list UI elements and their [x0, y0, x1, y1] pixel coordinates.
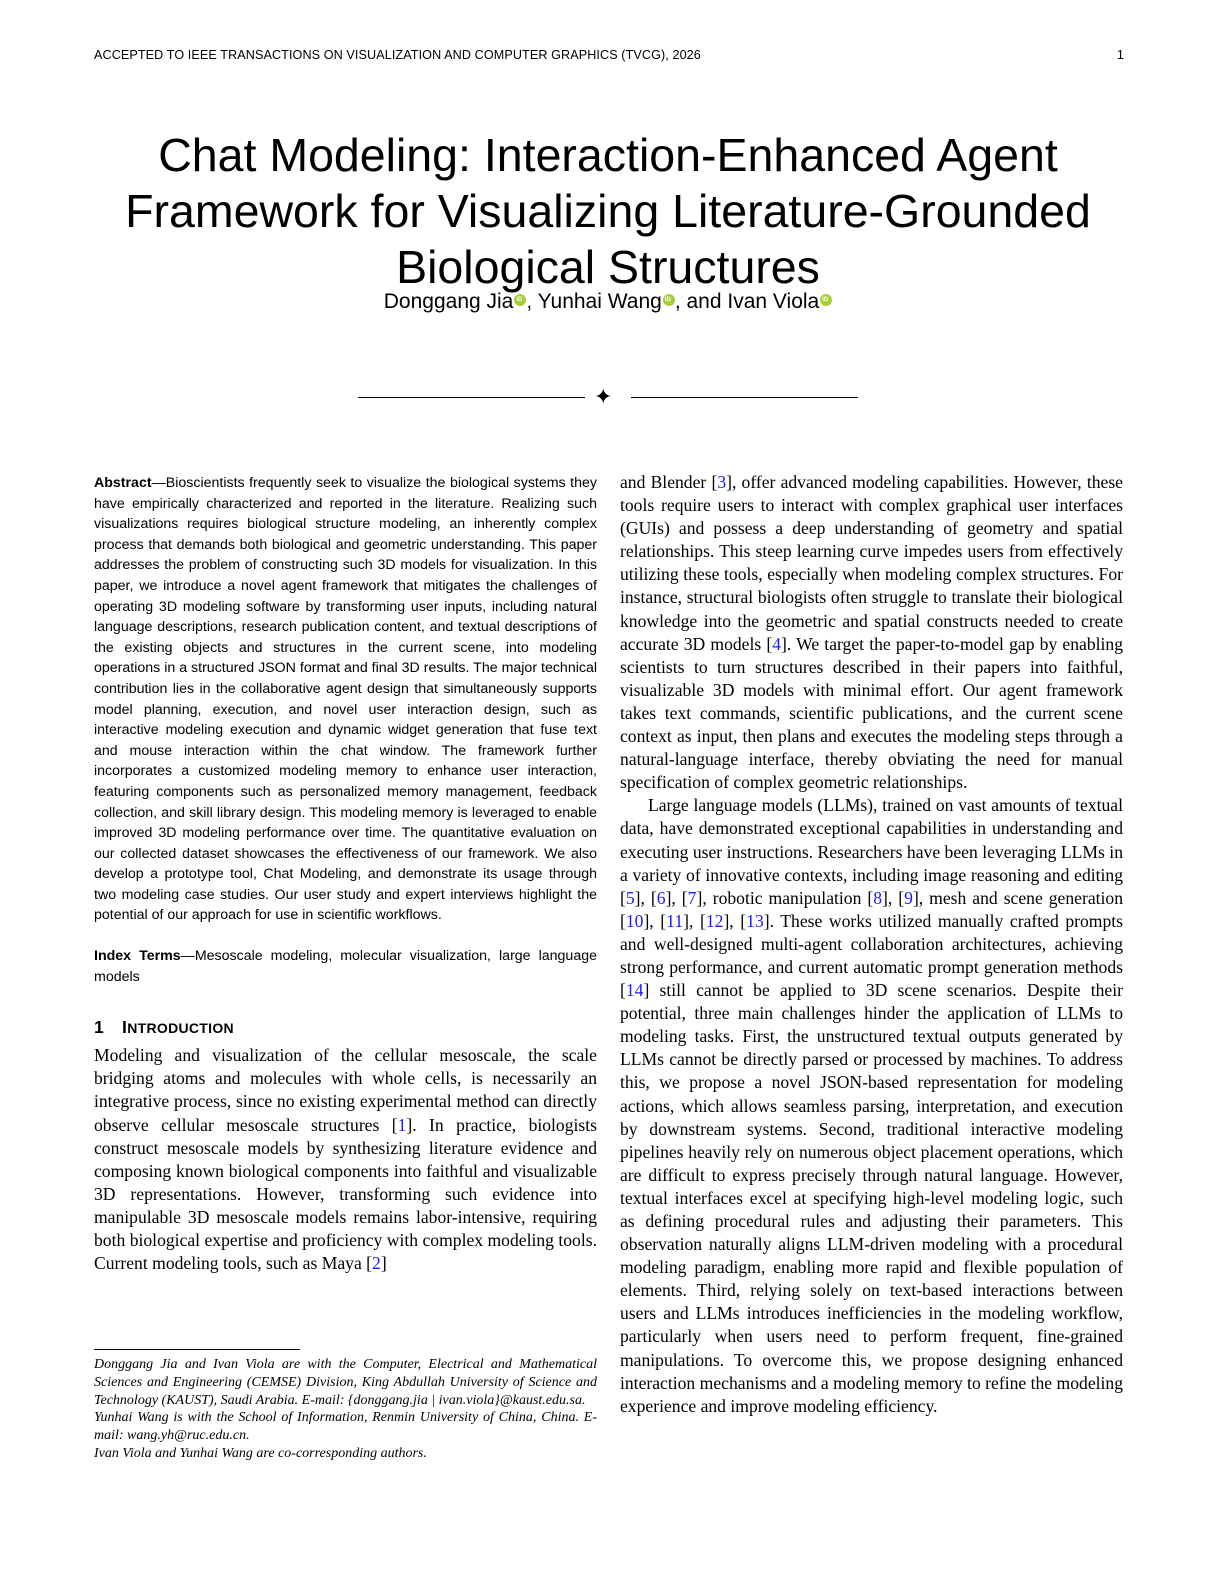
- author-footnotes: [94, 1356, 597, 1463]
- orcid-icon[interactable]: [663, 294, 675, 306]
- divider-line-left: [358, 397, 585, 398]
- section-title-rest: NTRODUCTION: [127, 1020, 234, 1037]
- paragraph-text: Modeling and visualization of the cellular mesoscale, the scale bridging atoms and molecules with whole cells, is necessarily an integrative process, since no existing experimental method can directly observe cellular mesoscale structures [: [94, 1045, 597, 1135]
- title-line-3: Biological Structures: [396, 241, 820, 294]
- citation-link[interactable]: 6: [656, 887, 666, 908]
- citation-separator: ], [: [683, 910, 706, 931]
- author-list: [60, 290, 1156, 314]
- orcid-icon[interactable]: [820, 294, 832, 306]
- citation-link[interactable]: 14: [625, 980, 644, 1001]
- index-terms: [94, 946, 597, 987]
- abstract-label: Abstract: [94, 475, 152, 491]
- left-column: [94, 473, 597, 1293]
- citation-link[interactable]: 1: [397, 1114, 407, 1135]
- abstract: [94, 473, 597, 926]
- footnote-affiliation: Donggang Jia and Ivan Viola are with the Computer, Electrical and Mathematical Sciences and Engineering (CEMSE) Division, King Abdullah University of Science and Technology (KAUST), Saudi Arabia. E-mail: {donggang.jia | ivan.viola}@kaust.edu.sa.: [94, 1357, 597, 1408]
- citation-link[interactable]: 10: [625, 910, 644, 931]
- paragraph-text: ]. We target the paper-to-model gap by enabling scientists to turn structures described in their papers into faithful, visualizable 3D models with minimal effort. Our agent framework takes text commands, scientific publications, and the current scene context as input, then plans and executes the modeling steps through a natural-language interface, thereby obviating the need for manual specification of complex geometric relationships.: [620, 633, 1123, 793]
- title-line-1: Chat Modeling: Interaction-Enhanced Agent: [158, 129, 1058, 182]
- citation-link[interactable]: 8: [873, 887, 883, 908]
- author-name: Ivan Viola: [727, 290, 820, 313]
- body-paragraph: [620, 794, 1123, 1418]
- page-number: 1: [1116, 48, 1124, 62]
- citation-link[interactable]: 12: [705, 910, 724, 931]
- footnote-affiliation: Yunhai Wang is with the School of Information, Renmin University of China, China. E-mail: wang.yh@ruc.edu.cn.: [94, 1410, 597, 1444]
- paragraph-text: ]. These works utilized manually crafted prompts and well-designed multi-agent collaboration architectures, achieving strong performance, and current automatic prompt generation methods [: [620, 910, 1124, 1001]
- body-paragraph: [620, 471, 1123, 794]
- journal-running-title: ACCEPTED TO IEEE TRANSACTIONS ON VISUALIZATION AND COMPUTER GRAPHICS (TVCG), 2026: [94, 48, 701, 62]
- index-terms-label: Index Terms: [94, 948, 181, 965]
- citation-link[interactable]: 5: [625, 887, 635, 908]
- author-name: Donggang Jia: [383, 290, 514, 313]
- citation-link[interactable]: 2: [372, 1253, 381, 1274]
- orcid-icon[interactable]: [514, 294, 526, 306]
- citation-link[interactable]: 7: [687, 887, 697, 908]
- divider-star-icon: ✦: [594, 384, 613, 409]
- citation-separator: ], [: [643, 910, 667, 931]
- section-number: 1: [94, 1017, 105, 1038]
- paper-title: [60, 127, 1156, 295]
- citation-separator: ], [: [882, 887, 905, 908]
- citation-link[interactable]: 9: [904, 887, 913, 908]
- paragraph-text: ]: [380, 1253, 387, 1274]
- paragraph-text: and Blender [: [620, 472, 718, 492]
- author-separator: , and: [674, 290, 728, 313]
- intro-paragraph: [94, 1044, 597, 1275]
- citation-link[interactable]: 4: [772, 633, 782, 654]
- paragraph-text: Large language models (LLMs), trained on vast amounts of textual data, have demonstrated exceptional capabilities in understanding and executing user instructions. Researchers have been leveraging LLMs in a variety of innovative contexts, including image reasoning and editing [: [620, 795, 1123, 908]
- running-header: [94, 48, 1124, 62]
- author-separator: ,: [526, 290, 538, 313]
- paragraph-text: ], mesh and scene generation [: [620, 887, 1124, 931]
- citation-separator: ], [: [723, 910, 747, 931]
- index-terms-text: —Mesoscale modeling, molecular visualization, large language models: [94, 948, 597, 985]
- title-divider: [358, 384, 858, 409]
- citation-link[interactable]: 13: [746, 910, 764, 931]
- paragraph-text: ]. In practice, biologists construct mesoscale models by synthesizing literature evidence and composing known biological components into faithful and visualizable 3D representations. However, transforming such evidence into manipulable 3D mesoscale models remains labor-intensive, requiring both biological expertise and proficiency with complex modeling tools. Current modeling tools, such as Maya [: [94, 1114, 598, 1274]
- section-heading: [94, 1017, 597, 1038]
- citation-link[interactable]: 3: [717, 472, 727, 492]
- author-name: Yunhai Wang: [537, 290, 662, 313]
- paragraph-text: ], offer advanced modeling capabilities. However, these tools require users to interact with complex graphical user interfaces (GUIs) and possess a deep understanding of geometry and spatial relationships. This steep learning curve impedes users from effectively utilizing these tools, especially when modeling complex structures. For instance, structural biologists often struggle to translate their biological knowledge into the geometric and spatial constructs needed to create accurate 3D models [: [620, 472, 1123, 654]
- divider-line-right: [631, 397, 858, 398]
- citation-link[interactable]: 11: [666, 910, 684, 931]
- abstract-text: —Bioscientists frequently seek to visualize the biological systems they have empirically characterized and reported in the literature. Realizing such visualizations requires biological structure modeling, an inherently complex process that demands both biological and geometric understanding. This paper addresses the problem of constructing such 3D models for visualization. In this paper, we introduce a novel agent framework that mitigates the challenges of operating 3D modeling software by transforming user inputs, including natural language descriptions, research publication content, and textual descriptions of the existing objects and structures in the current scene, into modeling operations in a structured JSON format and final 3D results. The major technical contribution lies in the collaborative agent design that simultaneously supports model planning, execution, and novel user interaction design, such as interactive modeling execution and dynamic widget generation that fuse text and mouse interaction within the chat window. The framework further incorporates a customized modeling memory to enhance user interaction, featuring components such as personalized memory management, feedback collection, and skill library design. This modeling memory is leveraged to enable improved 3D modeling performance over time. The quantitative evaluation on our collected dataset showcases the effectiveness of our framework. We also develop a prototype tool, Chat Modeling, and demonstrate its usage through two modeling case studies. Our user study and expert interviews highlight the potential of our approach for use in scientific workflows.: [94, 475, 597, 924]
- right-column: [620, 471, 1123, 1418]
- title-line-2: Framework for Visualizing Literature-Grounded: [125, 185, 1091, 238]
- paragraph-text: ], robotic manipulation [: [696, 887, 874, 908]
- section-title-initial: I: [122, 1017, 128, 1038]
- paragraph-text: ] still cannot be applied to 3D scene scenarios. Despite their potential, three main challenges hinder the application of LLMs to modeling tasks. First, the unstructured textual outputs generated by LLMs cannot be directly parsed or processed by machines. To address this, we propose a novel JSON-based representation for modeling actions, which allows seamless parsing, interpretation, and execution by downstream systems. Second, traditional interactive modeling pipelines heavily rely on numerous object placement operations, which are difficult to express precisely through natural language. However, textual interfaces excel at specifying high-level modeling logic, such as defining procedural rules and adjusting their parameters. This observation naturally aligns LLM-driven modeling with a procedural modeling paradigm, enabling more rapid and flexible population of elements. Third, relying solely on text-based interactions between users and LLMs introduces inefficiencies in the modeling workflow, particularly when users need to perform frequent, fine-grained manipulations. To overcome this, we propose designing enhanced interaction mechanisms and a modeling memory to refine the modeling experience and improve modeling efficiency.: [620, 980, 1123, 1416]
- footnote-corresponding: Ivan Viola and Yunhai Wang are co-corresponding authors.: [94, 1445, 427, 1461]
- footnote-rule: [94, 1349, 300, 1350]
- citation-separator: ], [: [665, 887, 688, 908]
- citation-separator: ], [: [634, 887, 657, 908]
